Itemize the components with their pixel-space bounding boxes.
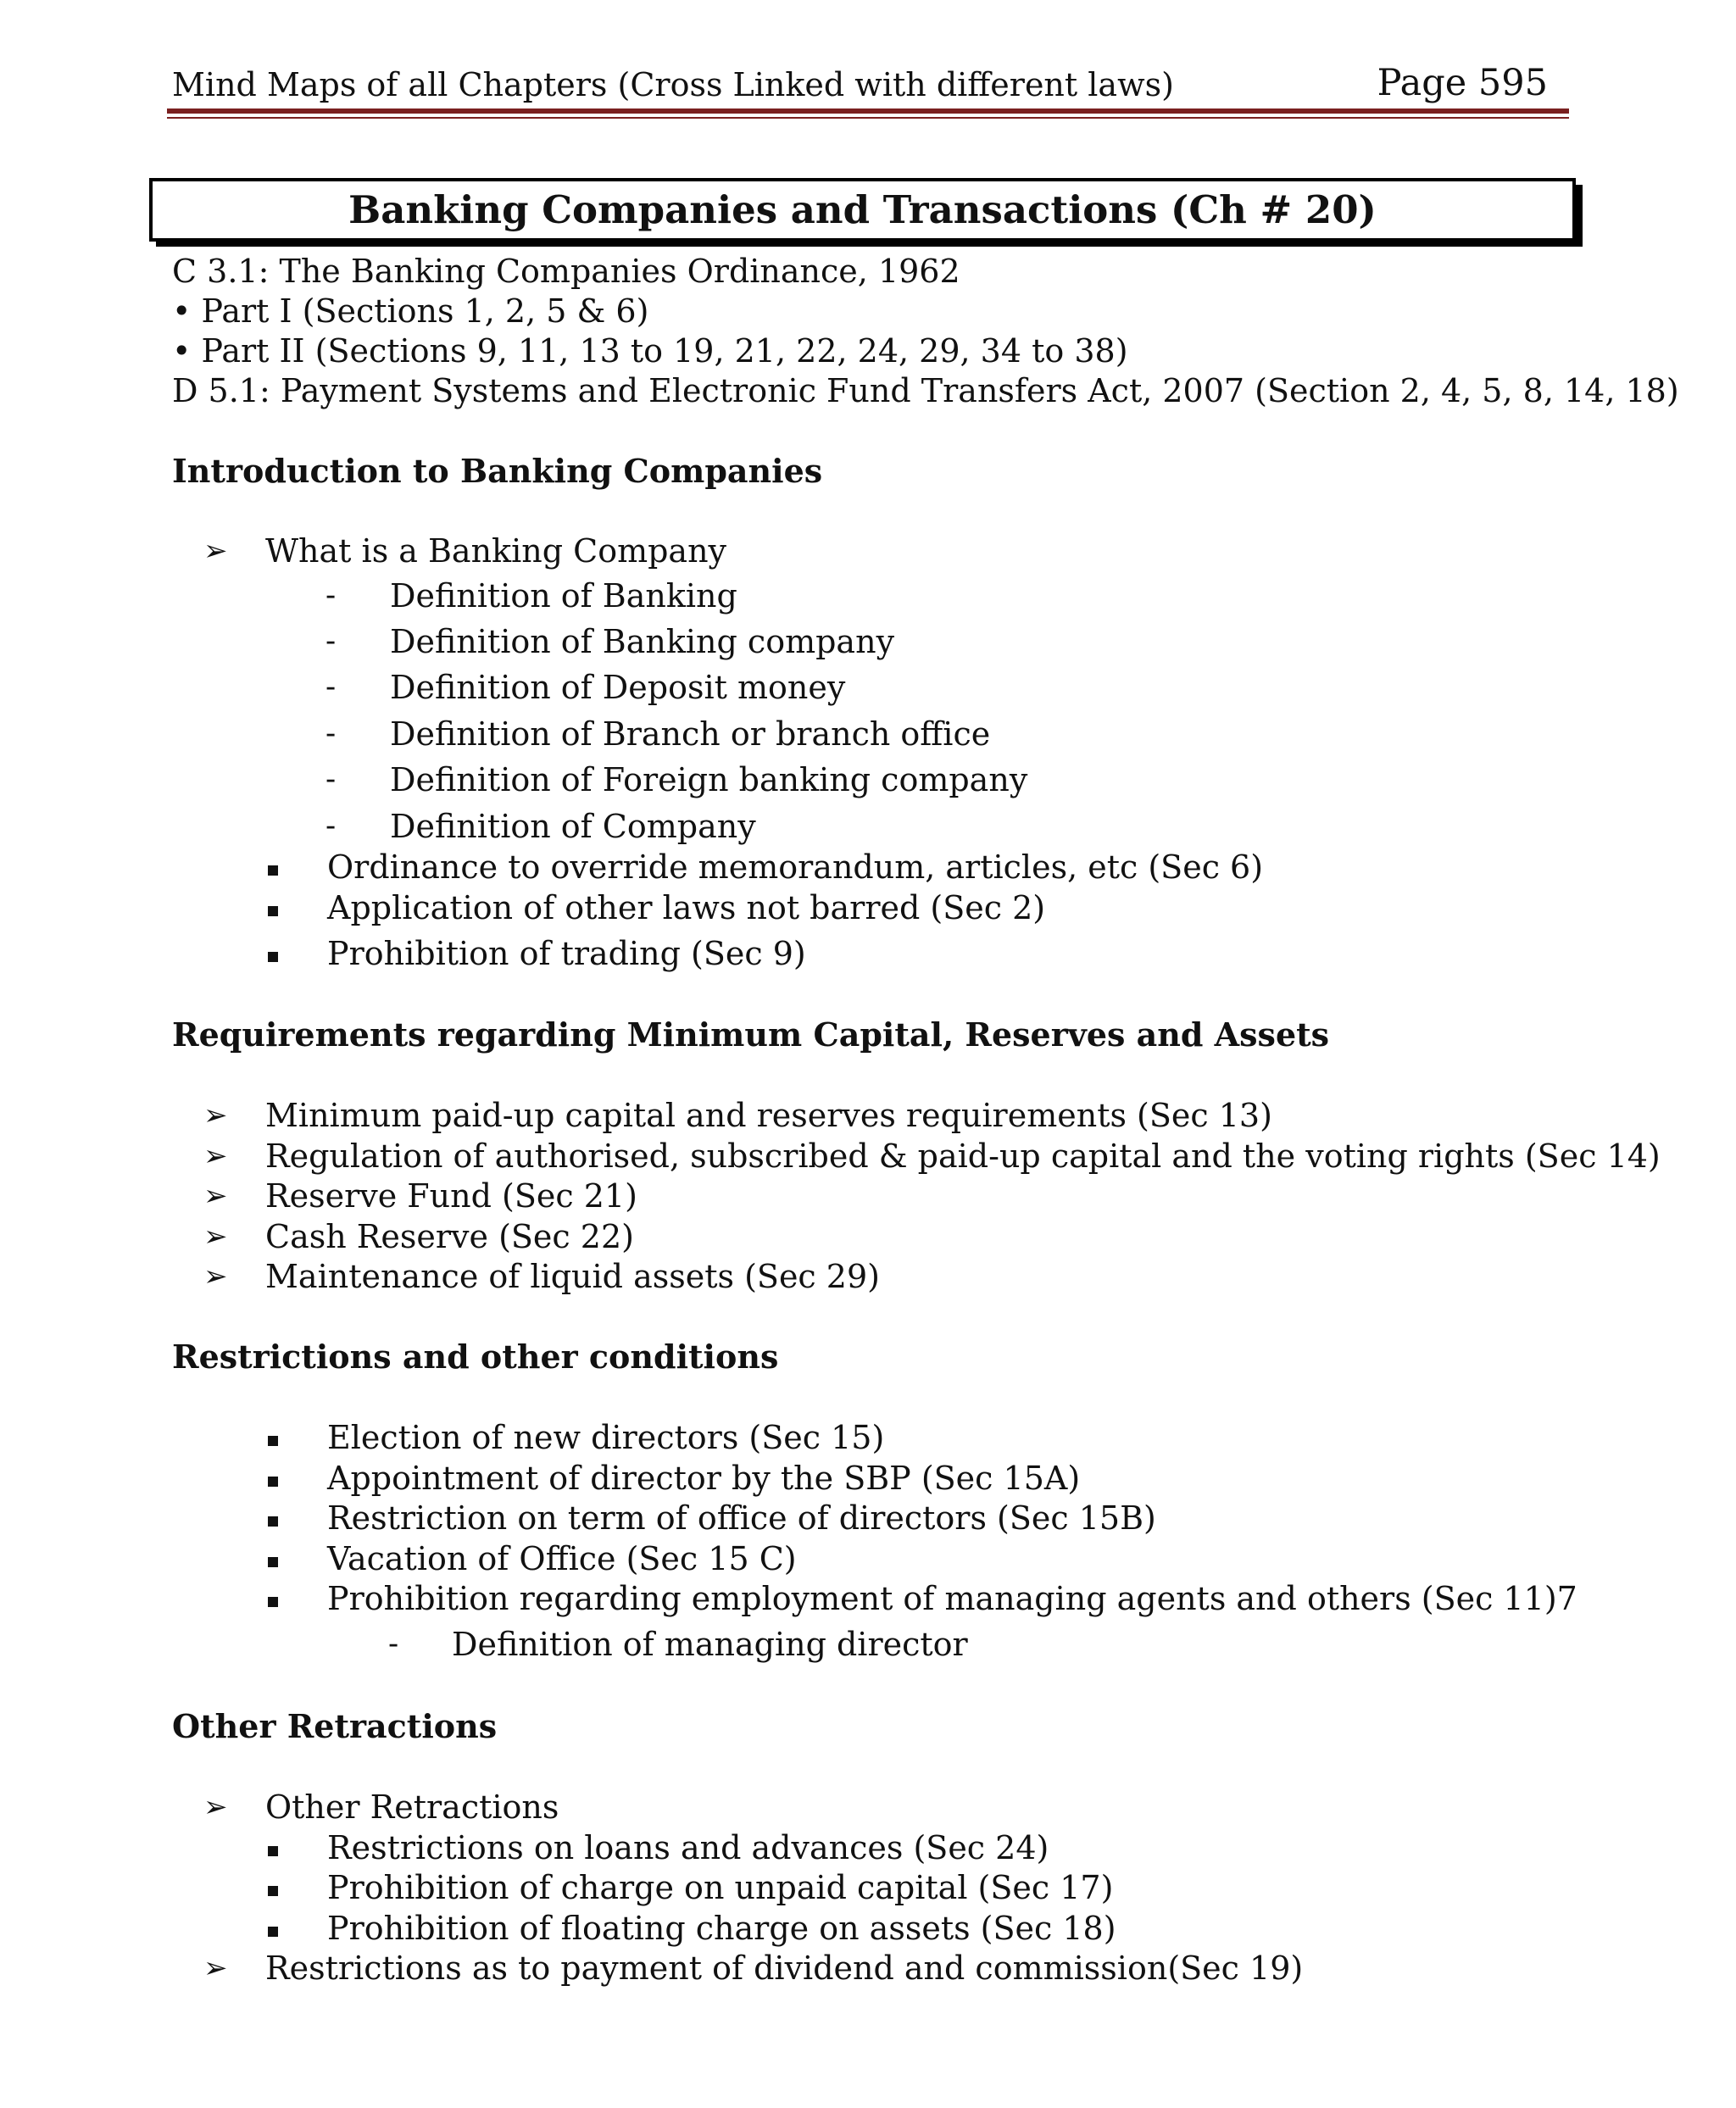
list-item: Prohibition of trading (Sec 9) <box>327 935 806 972</box>
list-item: Prohibition of floating charge on assets (Sec 18) <box>327 1910 1116 1947</box>
list-item: Definition of Branch or branch office <box>390 715 991 753</box>
list-item: Appointment of director by the SBP (Sec 15A) <box>327 1460 1081 1497</box>
square-bullet-icon <box>268 1597 278 1607</box>
square-bullet-icon <box>268 1516 278 1527</box>
square-bullet-icon <box>268 952 278 962</box>
section-heading: Restrictions and other conditions <box>172 1338 779 1376</box>
chapter-title: Banking Companies and Transactions (Ch # 20) <box>348 187 1377 232</box>
arrow-bullet-icon: ➢ <box>203 1139 228 1173</box>
page-number: Page 595 <box>1377 62 1548 104</box>
dash-bullet-icon: - <box>326 670 337 704</box>
list-item: Ordinance to override memorandum, articles, etc (Sec 6) <box>327 848 1264 886</box>
list-item: Application of other laws not barred (Sec 2) <box>327 889 1046 926</box>
arrow-bullet-icon: ➢ <box>203 1098 228 1132</box>
list-item: Restrictions on loans and advances (Sec 24) <box>327 1829 1049 1866</box>
list-item: Regulation of authorised, subscribed & paid-up capital and the voting rights (Sec 14) <box>265 1137 1661 1175</box>
arrow-bullet-icon: ➢ <box>203 1790 228 1824</box>
square-bullet-icon <box>268 906 278 916</box>
list-item: Other Retractions <box>265 1788 559 1826</box>
section-heading: Requirements regarding Minimum Capital, Reserves and Assets <box>172 1015 1330 1054</box>
section-heading: Introduction to Banking Companies <box>172 452 823 490</box>
list-item: Definition of Foreign banking company <box>390 761 1028 798</box>
list-item: Minimum paid-up capital and reserves requirements (Sec 13) <box>265 1097 1272 1134</box>
list-item: Prohibition of charge on unpaid capital (Sec 17) <box>327 1869 1114 1906</box>
list-item: Election of new directors (Sec 15) <box>327 1419 885 1456</box>
list-item: Reserve Fund (Sec 21) <box>265 1177 637 1215</box>
list-item: Definition of Banking <box>390 577 737 615</box>
dash-bullet-icon: - <box>326 809 337 843</box>
reference-line: • Part I (Sections 1, 2, 5 & 6) <box>172 292 649 330</box>
arrow-bullet-icon: ➢ <box>203 1179 228 1213</box>
arrow-bullet-icon: ➢ <box>203 1260 228 1293</box>
dash-bullet-icon: - <box>326 762 337 797</box>
list-item: What is a Banking Company <box>265 532 727 570</box>
list-item: Vacation of Office (Sec 15 C) <box>327 1540 797 1577</box>
dash-bullet-icon: - <box>326 624 337 659</box>
header-rule-thick <box>167 108 1569 114</box>
section-heading: Other Retractions <box>172 1707 498 1745</box>
chapter-title-box <box>149 178 1576 242</box>
header-rule-thin <box>167 117 1569 119</box>
list-item: Definition of Banking company <box>390 623 895 660</box>
square-bullet-icon <box>268 1886 278 1896</box>
list-item: Definition of Company <box>390 808 756 845</box>
square-bullet-icon <box>268 1927 278 1937</box>
list-item: Cash Reserve (Sec 22) <box>265 1218 634 1255</box>
square-bullet-icon <box>268 1477 278 1487</box>
square-bullet-icon <box>268 865 278 876</box>
arrow-bullet-icon: ➢ <box>203 1220 228 1254</box>
square-bullet-icon <box>268 1436 278 1446</box>
list-item: Definition of managing director <box>452 1626 968 1663</box>
list-item: Definition of Deposit money <box>390 669 846 706</box>
dash-bullet-icon: - <box>326 716 337 751</box>
reference-line: C 3.1: The Banking Companies Ordinance, 1962 <box>172 253 960 290</box>
list-item: Maintenance of liquid assets (Sec 29) <box>265 1258 880 1295</box>
list-item: Prohibition regarding employment of managing agents and others (Sec 11)7 <box>327 1580 1577 1617</box>
reference-line: • Part II (Sections 9, 11, 13 to 19, 21, 22, 24, 29, 34 to 38) <box>172 332 1128 370</box>
list-item: Restriction on term of office of directors (Sec 15B) <box>327 1499 1156 1537</box>
square-bullet-icon <box>268 1846 278 1856</box>
arrow-bullet-icon: ➢ <box>203 1951 228 1985</box>
reference-line: D 5.1: Payment Systems and Electronic Fund Transfers Act, 2007 (Section 2, 4, 5, 8, 14, 18) <box>172 372 1679 409</box>
dash-bullet-icon: - <box>388 1627 399 1661</box>
arrow-bullet-icon: ➢ <box>203 534 228 568</box>
square-bullet-icon <box>268 1557 278 1567</box>
running-header-title: Mind Maps of all Chapters (Cross Linked with different laws) <box>172 66 1174 103</box>
dash-bullet-icon: - <box>326 578 337 613</box>
list-item: Restrictions as to payment of dividend and commission(Sec 19) <box>265 1949 1304 1987</box>
